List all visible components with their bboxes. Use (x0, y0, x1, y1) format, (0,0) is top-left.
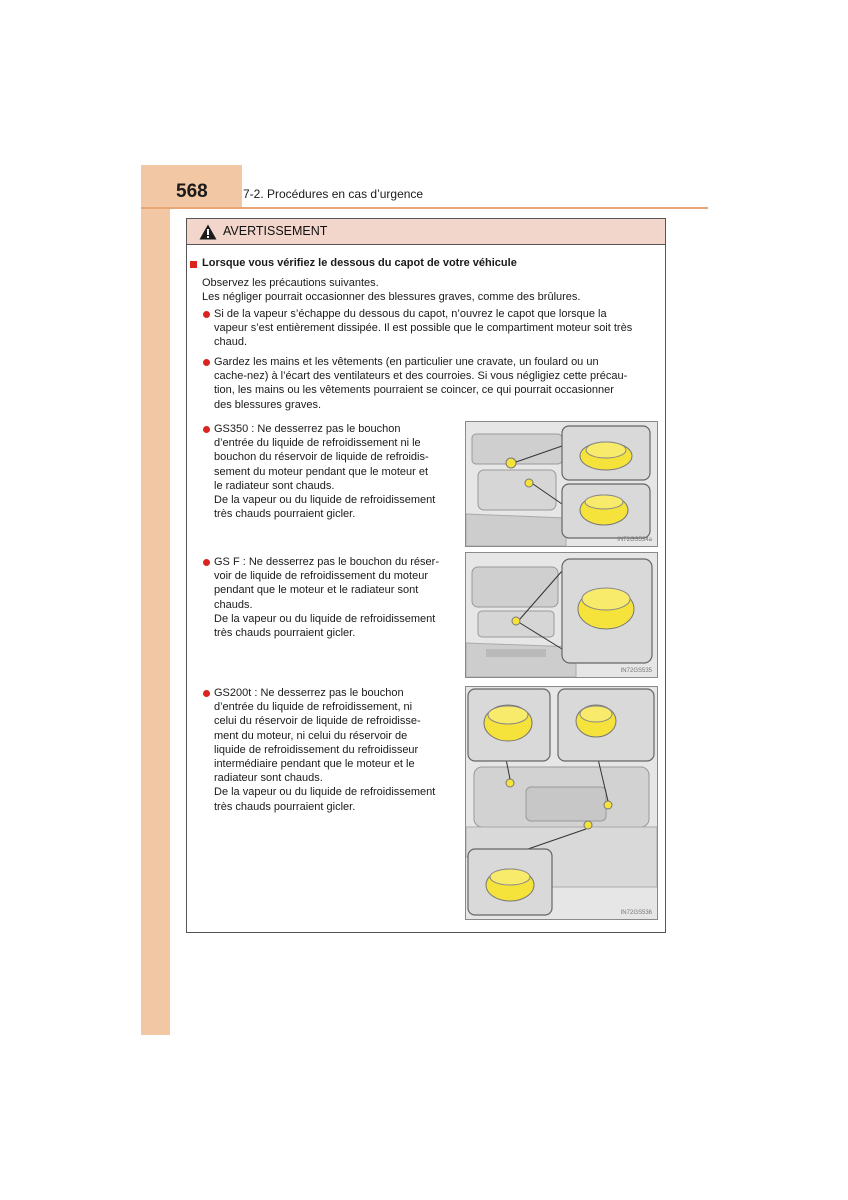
bullet-text (214, 555, 452, 640)
bullet-line: chauds. (214, 598, 253, 611)
bullet-line: GS F : Ne desserrez pas le bouchon du réser- (214, 556, 439, 568)
engine-illustration (466, 687, 657, 919)
bullet-line: liquide de refroidissement du refroidisseur (214, 743, 419, 756)
bullet-icon (203, 559, 210, 566)
bullet-line: voir de liquide de refroidissement du moteur (214, 570, 429, 583)
bullet-line: radiateur sont chauds. (214, 772, 323, 785)
bullet-text (214, 307, 659, 350)
bullet-line: pendant que le moteur et le radiateur sont (214, 584, 419, 597)
bullet-icon (203, 690, 210, 697)
bullet-line: très chauds pourraient gicler. (214, 800, 356, 813)
bullet-line: tion, les mains ou les vêtements pourraient se coincer, ce qui pourrait occasionner (214, 384, 614, 397)
bullet-line: chaud. (214, 336, 248, 349)
bullet-line: bouchon du réservoir de liquide de refroidis- (214, 451, 429, 464)
chapter-title: 7-2. Procédures en cas d’urgence (243, 187, 424, 201)
bullet-text (214, 686, 452, 814)
warning-header (187, 219, 665, 245)
bullet-line: GS200t : Ne desserrez pas le bouchon (214, 687, 404, 699)
bullet-line: sement du moteur pendant que le moteur et (214, 465, 429, 478)
chapter-side-bar (141, 165, 170, 1035)
bullet-line: GS350 : Ne desserrez pas le bouchon (214, 423, 401, 435)
bullet-text (214, 355, 659, 412)
figure-code: IN72GS534a (617, 537, 652, 543)
engine-illustration (466, 553, 657, 677)
bullet-line: De la vapeur ou du liquide de refroidissement (214, 612, 436, 625)
header-rule (141, 207, 708, 209)
bullet-icon (203, 359, 210, 366)
page-number: 568 (176, 181, 208, 202)
bullet-line: le radiateur sont chauds. (214, 479, 335, 492)
bullet-line: d’entrée du liquide de refroidissement, ni (214, 701, 413, 714)
bullet-icon (203, 311, 210, 318)
bullet-line: celui du réservoir de liquide de refroidisse- (214, 715, 421, 728)
bullet-line: très chauds pourraient gicler. (214, 508, 356, 521)
intro-line: Les négliger pourrait occasionner des blessures graves, comme des brûlures. (202, 291, 581, 303)
bullet-line: cache-nez) à l’écart des ventilateurs et des courroies. Si vous négligiez cette précau- (214, 370, 628, 383)
gs200t-engine-figure (465, 686, 658, 920)
warning-title: AVERTISSEMENT (223, 224, 328, 238)
figure-code: IN72GS536 (620, 910, 652, 916)
bullet-line: des blessures graves. (214, 398, 321, 411)
intro-line: Observez les précautions suivantes. (202, 277, 379, 289)
bullet-line: très chauds pourraient gicler. (214, 627, 356, 640)
bullet-line: intermédiaire pendant que le moteur et le (214, 758, 415, 771)
gs350-engine-figure (465, 421, 658, 547)
bullet-text (214, 422, 452, 521)
warning-triangle-icon (199, 224, 217, 240)
gsf-engine-figure (465, 552, 658, 678)
bullet-line: vapeur s’est entièrement dissipée. Il est possible que le compartiment moteur soit très (214, 322, 633, 335)
warning-box (186, 218, 666, 933)
bullet-icon (203, 426, 210, 433)
section-title: Lorsque vous vérifiez le dessous du capot de votre véhicule (202, 257, 517, 269)
bullet-line: ment du moteur, ni celui du réservoir de (214, 729, 408, 742)
bullet-line: d’entrée du liquide de refroidissement ni le (214, 437, 421, 450)
bullet-line: De la vapeur ou du liquide de refroidissement (214, 494, 436, 507)
bullet-line: Gardez les mains et les vêtements (en particulier une cravate, un foulard ou un (214, 356, 599, 368)
bullet-line: Si de la vapeur s’échappe du dessous du capot, n’ouvrez le capot que lorsque la (214, 308, 607, 320)
figure-code: IN72GS535 (620, 668, 652, 674)
section-marker-icon (190, 261, 197, 268)
engine-illustration (466, 422, 657, 546)
bullet-line: De la vapeur ou du liquide de refroidissement (214, 786, 436, 799)
